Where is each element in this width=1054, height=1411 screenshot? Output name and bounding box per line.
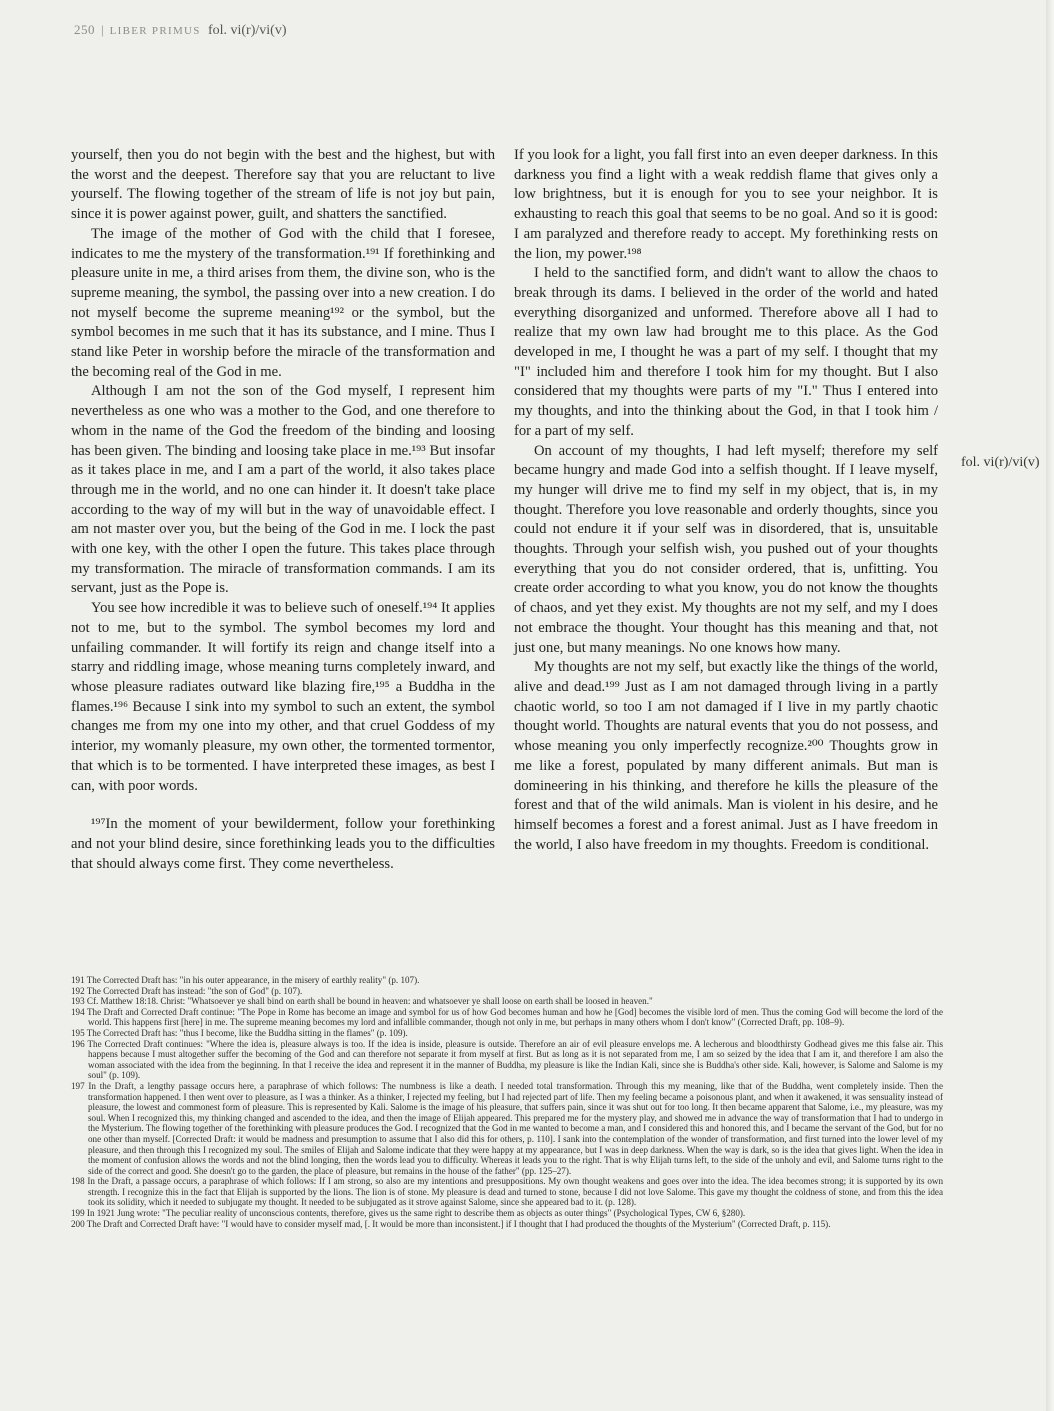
paragraph: Although I am not the son of the God myself, I represent him nevertheless as one who was a mother to the God, and one therefore to whom in the name of the God the freedom of the binding and loosing has been given. The binding and loosing take place in me.¹⁹³ But insofar as it takes place in me, and I am a part of the world, it also takes place through me in the world, and no one can hinder it. It doesn't take place according to the way of my will but in the way of unavoidable effect. I am not master over you, but the being of the God in me. I lock the past with one key, with the other I open the future. This takes place through my transformation. The miracle of transformation commands. I am its servant, just as the Pope is. (71, 383, 495, 597)
footnote: 200 The Draft and Corrected Draft have: "I would have to consider myself mad, [. It would be more than inconsistent.] if I thought that I had produced the thoughts of the Mysterium" (Corrected Draft, p. 115). (71, 1218, 831, 1229)
paragraph: I held to the sanctified form, and didn't want to allow the chaos to break through its dams. I believed in the order of the world and hated everything disorganized and unformed. Therefore above all I had to realize that my own law had brought me to this place. As the God developed in me, I thought he was a part of my self. I thought that my "I" included him and therefore I took him for my thought. But I also considered that my thoughts were parts of my "I." Thus I entered into my thoughts, and into the thinking about the God, in that I took him / for a part of my self. (514, 265, 938, 439)
footnote: 197 In the Draft, a lengthy passage occurs here, a paraphrase of which follows: The numbness is like a death. I needed total transformation. Through this my meaning, like that of the Buddha, went completely inside. Then the transformation happened. I then went over to pleasure, as I was a thinker. As a thinker, I rejected my feeling, but I had rejected part of life. Then my feeling became a poisonous plant, and when it awakened, it was sensuality instead of pleasure, the lowest and commonest form of pleasure. This is represented by Kali. Salome is the image of his pleasure, that suffers pain, since it was shut out for too long. It then became apparent that Salome, i.e., my pleasure, was my soul. When I recognized this, my thinking changed and ascended to the idea, and then the image of Elijah appeared. This prepared me for the mystery play, and showed me in advance the way of transformation that I had to undergo in the Mysterium. The flowing together of the forethinking with pleasure produces the God. I recognized that the God in me wanted to become a man, and I considered this and honored this, and I became the servant of the God, but for no one other than myself. [Corrected Draft: it would be madness and presumption to assume that I also did this for others, p. 110]. I sank into the contemplation of the wonder of transformation, and first turned into the lower level of my pleasure, and then through this I recognized my soul. The smiles of Elijah and Salome indicate that they were happy at my appearance, but I was in deep darkness. When the way is dark, so is the idea that gives light. When the idea in the moment of confusion allows the words and not the blind longing, then the words lead you to difficulty. Whereas it leads you to the right. That is why Elijah turns left, to the side of the unholy and evil, and Salome turns right to the side of the correct and good. She doesn't go to the garden, the place of pleasure, but remains in the house of the father" (pp. 125–27). (71, 1080, 943, 1176)
header-separator: | (101, 22, 104, 37)
footnote: 195 The Corrected Draft has: "thus I become, like the Buddha sitting in the flames" (p. 109). (71, 1027, 408, 1038)
running-title: LIBER PRIMUS (109, 25, 201, 37)
paragraph: ¹⁹⁷In the moment of your bewilderment, follow your forethinking and not your blind desire, since forethinking leads you to the difficulties that should always come first. They come nevertheless. (71, 816, 495, 872)
paragraph: If you look for a light, you fall first into an even deeper darkness. In this darkness you find a light with a weak reddish flame that gives only a low brightness, but it is enough for you to see your neighbor. It is exhausting to reach this goal that seems to be no goal. And so it is good: I am paralyzed and therefore ready to accept. My forethinking rests on the lion, my power.¹⁹⁸ (514, 147, 938, 262)
paragraph: The image of the mother of God with the child that I foresee, indicates to me the mystery of the transformation.¹⁹¹ If forethinking and pleasure unite in me, a third arises from them, the divine son, who is the supreme meaning, the symbol, the passing over into a new creation. I do not myself become the supreme meaning¹⁹² or the symbol, but the symbol becomes in me such that it has its substance, and I mine. Thus I stand like Peter in worship before the miracle of the transformation and the becoming real of the God in me. (71, 225, 495, 380)
footnote: 191 The Corrected Draft has: "in his outer appearance, in the misery of earthly reality" (p. 107). (71, 975, 420, 985)
footnote: 199 In 1921 Jung wrote: "The peculiar reality of unconscious contents, therefore, gives us the same right to describe them as objects as outer things" (Psychological Types, CW 6, §280). (71, 1208, 746, 1219)
paragraph: On account of my thoughts, I had left myself; therefore my self became hungry and made God into a selfish thought. If I leave myself, my hunger will drive me to find my self in my object, that is, in my thought. Therefore you love reasonable and orderly thoughts, since you could not endure it if your self was in disordered, that is, unsuitable thoughts. Through your selfish wish, you pushed out of your thoughts everything that you do not consider ordered, that is, unfitting. You create order according to what you know, you do not know the thoughts of chaos, and yet they exist. My thoughts are not my self, and my I does not embrace the thought. Your thought has this meaning and that, not just one, but many meanings. No one knows how many. (514, 442, 938, 656)
footnote: 193 Cf. Matthew 18:18. Christ: "Whatsoever ye shall bind on earth shall be bound in heaven: and whatsoever ye shall loose on earth shall be loosed in heaven." (71, 996, 653, 1007)
paragraph: My thoughts are not my self, but exactly like the things of the world, alive and dead.¹⁹⁹ Just as I am not damaged through living in a partly chaotic world, so too I am not damaged if I live in my partly chaotic thought world. Thoughts are natural events that you do not possess, and whose meaning you only imperfectly recognize.²⁰⁰ Thoughts grow in me like a forest, populated by many different animals. But man is domineering in his thinking, and therefore he kills the pleasure of the forest and that of the wild animals. Man is violent in his desire, and he himself becomes a forest and a forest animal. Just as I have freedom in the world, I also have freedom in my thoughts. Freedom is conditional. (514, 659, 938, 853)
footnote: 198 In the Draft, a passage occurs, a paraphrase of which follows: If I am strong, so also are my intentions and presuppositions. My own thought weakens and goes over into the idea. The idea becomes strong; it is supported by its own strength. I recognize this in the fact that Elijah is supported by the lions. The lion is of stone. My pleasure is dead and turned to stone, because I did not love Salome. This gave my thought the coldness of stone, and from this the idea took its solidity, which it needed to subjugate my thought. It needed to be subjugated as it strove against Salome, since she appeared bad to it. (p. 128). (71, 1176, 943, 1208)
footnote: 192 The Corrected Draft has instead: "the son of God" (p. 107). (71, 985, 303, 996)
margin-folio-note: fol. vi(r)/vi(v) (961, 455, 1040, 470)
footnote: 196 The Corrected Draft continues: "Where the idea is, pleasure always is too. If the idea is inside, pleasure is outside. Therefore an air of evil pleasure envelops me. A lecherous and bloodthirsty Godhead gives me this false air. This happens because I must altogether suffer the becoming of the God and can therefore not separate it from myself at first. But as long as it is not separated from me, I am so seized by the idea that I am it, and therefore I am also the woman associated with the idea from the beginning. In that I receive the idea and represent it in the manner of Buddha, my pleasure is like the Indian Kali, since she is Buddha's other side. Kali, however, is Salome and Salome is my soul" (p. 109). (71, 1038, 943, 1081)
left-text-column (71, 146, 495, 874)
right-text-column (514, 146, 938, 855)
page-number: 250 (74, 22, 95, 37)
footnotes (71, 975, 943, 1229)
page-edge (1046, 0, 1054, 1411)
footnote: 194 The Draft and Corrected Draft continue: "The Pope in Rome has become an image and symbol for us of how God becomes human and how he [God] becomes the visible lord of men. Thus the coming God will become the lord of the world. This happens first [here] in me. The supreme meaning becomes my lord and infallible commander, though not only in me, but perhaps in many others whom I don't know" (Corrected Draft, pp. 108–9). (71, 1006, 943, 1028)
running-header (74, 22, 286, 39)
folio-reference: fol. vi(r)/vi(v) (207, 23, 287, 38)
paragraph: yourself, then you do not begin with the best and the highest, but with the worst and the deepest. Therefore say that you are reluctant to live yourself. The flowing together of the stream of life is not joy but pain, since it is power against power, guilt, and shatters the sanctified. (71, 147, 495, 223)
paragraph: You see how incredible it was to believe such of oneself.¹⁹⁴ It applies not to me, but to the symbol. The symbol becomes my lord and unfailing commander. It will fortify its reign and change itself into a starry and riddling image, whose meaning turns completely inward, and whose pleasure radiates outward like blazing fire,¹⁹⁵ a Buddha in the flames.¹⁹⁶ Because I sink into my symbol to such an extent, the symbol changes me from my one into my other, and that cruel Goddess of my interior, my womanly pleasure, my own other, the tormented tormentor, that which is to be tormented. I have interpreted these images, as best I can, with poor words. (71, 600, 495, 794)
